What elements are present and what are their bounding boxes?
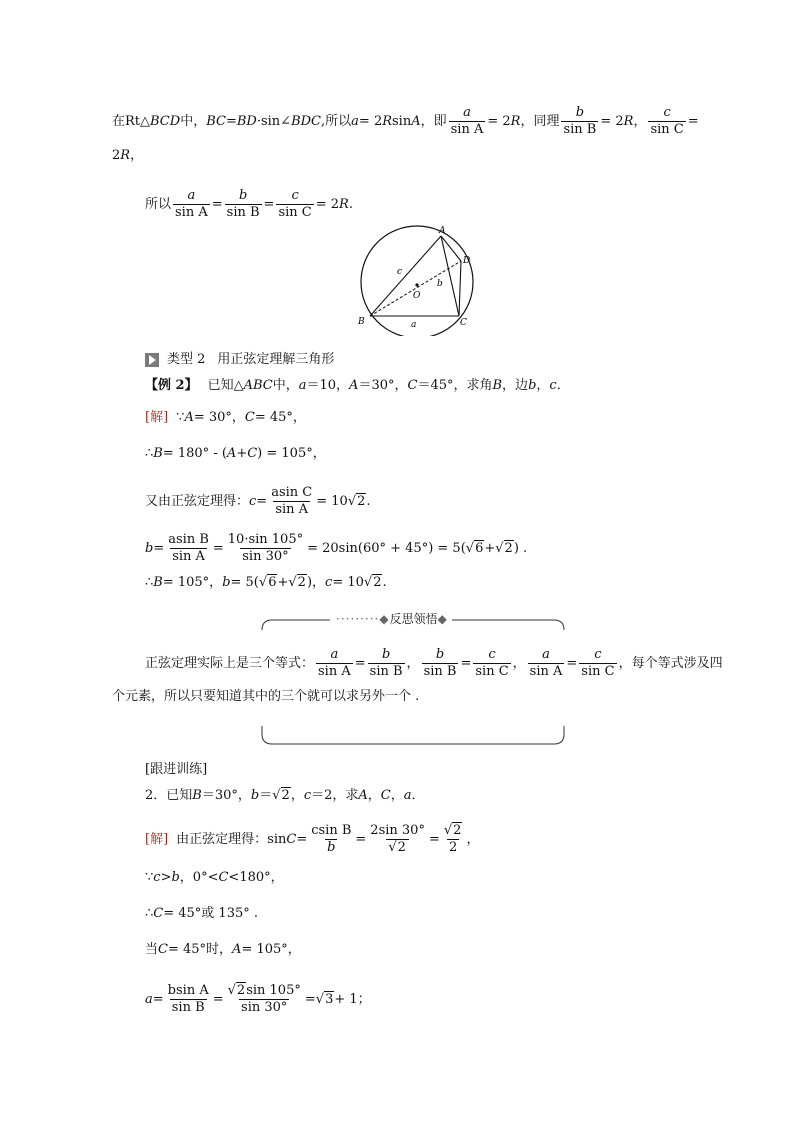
solution2-line-4: 当 C = 45°时， A = 105°， xyxy=(145,942,301,957)
label-b: b xyxy=(437,279,443,289)
fraction: $\frac{c}{\text{sin C}}$ xyxy=(581,647,615,679)
sqrt: √2 xyxy=(495,540,513,556)
sqrt: √2 xyxy=(288,575,306,590)
sqrt: √6 xyxy=(465,540,484,556)
text: = 2 xyxy=(358,113,383,129)
reflection-box-frame xyxy=(260,618,566,746)
text: = 2 xyxy=(487,113,511,129)
text: ，同理 xyxy=(520,113,560,129)
text: ·sin∠ xyxy=(256,113,292,129)
solution2-line-2: ∵ c > b ，0°< C <180°， xyxy=(145,870,284,885)
text: 在Rt△ xyxy=(112,113,151,129)
text: = 2 xyxy=(600,113,624,129)
segment-cd xyxy=(459,261,461,316)
fraction: $\frac{b}{\text{sin B}}$ xyxy=(226,188,260,220)
var: A xyxy=(411,113,421,129)
solution-line-5: ∴ B = 105°， b = 5( √6 + √2 )， c = 10 √2 . xyxy=(145,575,387,590)
fraction: $\frac{c}{\text{sin C}}$ xyxy=(650,105,684,137)
fraction: $\frac{a}{\text{sin A}}$ xyxy=(318,647,351,679)
fraction: $\frac{b}{\text{sin B}}$ xyxy=(423,647,457,679)
solution-line-2: ∴ B = 180° - ( A + C ) = 105°， xyxy=(145,446,326,461)
var: BDC xyxy=(291,113,322,129)
circle-triangle-figure xyxy=(350,218,480,336)
fraction: $\frac{√2\sin 105^\circ}{\sin 30^\circ}$ xyxy=(227,983,301,1015)
text-line-1b: 2 R ， xyxy=(112,148,144,163)
text: ,所以 xyxy=(321,113,352,129)
solution2-line-1: [解] 由正弦定理得：sin C = $\frac{\text{csin B}}{b}$ = $\frac{2\sin 30^\circ}{√2}$ = $\frac{√2}{2}$ ， xyxy=(145,823,480,855)
var: BC xyxy=(206,113,226,129)
segment-bd-dashed xyxy=(370,261,461,316)
fraction: $\frac{10\cdot\sin 105^\circ}{\sin 30^\circ}$ xyxy=(227,532,304,564)
solution2-line-3: ∴ C = 45°或 135° . xyxy=(145,906,259,921)
text: sin xyxy=(392,113,412,129)
fraction: $\frac{b}{\text{sin B}}$ xyxy=(369,647,403,679)
var: BD xyxy=(236,113,257,129)
question-2: 2．已知 B ＝30°， b ＝ √2 ， c ＝2，求 A ， C ， a ． xyxy=(145,788,425,803)
sqrt: √3 xyxy=(315,991,334,1007)
fraction: $\frac{\text{csin B}}{b}$ xyxy=(311,823,352,855)
fraction: $\frac{2\sin 30^\circ}{√2}$ xyxy=(370,823,425,855)
label-C: C xyxy=(460,318,467,328)
play-triangle-icon xyxy=(145,353,159,367)
type-heading: 类型 2 用正弦定理解三角形 xyxy=(145,352,334,368)
text: ，即 xyxy=(420,113,447,129)
follow-up-label: [跟进训练] xyxy=(145,762,208,777)
sqrt: √2 xyxy=(363,575,382,590)
text: 中， xyxy=(180,113,207,129)
reflection-title: ·········◆反思领悟◆ xyxy=(332,611,452,627)
sqrt: √6 xyxy=(258,575,277,590)
var: R xyxy=(510,113,521,129)
solution-line-1: [解] ∵ A = 30°， C = 45°， xyxy=(145,410,306,425)
fraction: $\frac{a}{\text{sin A}}$ xyxy=(175,188,208,220)
label-a: a xyxy=(411,320,417,330)
reflection-line-2: 个元素，所以只要知道其中的三个就可以求另外一个 . xyxy=(112,689,420,704)
label-D: D xyxy=(463,256,471,266)
reflection-line-1: 正弦定理实际上是三个等式： $\frac{a}{\text{sin A}}$ = $\frac{b}{\text{sin B}}$ ， $\frac{b}{\text{sin B}}$ = $\frac{c}{\text{sin C}}$ ， $\frac{a}{\text{sin A}}$ = $\frac{c}{\text{sin C}}$ ，每个等式涉及四 xyxy=(145,647,723,679)
fraction: $\frac{\text{bsin A}}{\text{sin B}}$ xyxy=(167,983,209,1015)
var: R xyxy=(382,113,393,129)
fraction: $\frac{a}{\text{sin A}}$ xyxy=(450,105,484,137)
fraction: $\frac{c}{\text{sin C}}$ xyxy=(278,188,312,220)
solution2-line-5: a = $\frac{\text{bsin A}}{\text{sin B}}$ = $\frac{√2\sin 105^\circ}{\sin 30^\circ}$ = √3 + 1； xyxy=(145,983,371,1015)
label-O: O xyxy=(413,291,421,301)
label-c: c xyxy=(397,267,403,277)
side-ab xyxy=(370,236,441,316)
var: R xyxy=(623,113,634,129)
sqrt: √2 xyxy=(347,493,366,509)
fraction: $\frac{\text{asin B}}{\text{sin A}}$ xyxy=(168,532,209,564)
sqrt: √2 xyxy=(272,788,290,803)
fraction: $\frac{b}{\text{sin B}}$ xyxy=(563,105,597,137)
solution-line-4: b = $\frac{\text{asin B}}{\text{sin A}}$ = $\frac{10\cdot\sin 105^\circ}{\sin 30^\circ}$ = 20sin(60° + 45°) = 5( √6 + √2 ) . xyxy=(145,532,528,564)
label-B: B xyxy=(358,317,365,327)
text-line-1 xyxy=(112,106,699,137)
text: = xyxy=(225,113,237,129)
center-point xyxy=(415,283,418,286)
var: BCD xyxy=(150,113,181,129)
var: a xyxy=(351,113,359,129)
fraction: $\frac{c}{\text{sin C}}$ xyxy=(475,647,509,679)
circumcircle xyxy=(361,226,473,336)
fraction: $\frac{a}{\text{sin A}}$ xyxy=(529,647,563,679)
example-2: 【例 2】 已知△ ABC 中， a ＝10， A ＝30°， C ＝45°，求角 B ，边 b ， c ． xyxy=(145,378,570,393)
text-line-2: 所以 $\frac{a}{\text{sin A}}$ = $\frac{b}{\text{sin B}}$ = $\frac{c}{\text{sin C}}$ = 2 R . xyxy=(145,188,353,220)
label-A: A xyxy=(439,226,446,236)
solution-line-3: 又由正弦定理得： c = $\frac{\text{asin C}}{\text{sin A}}$ = 10 √2 . xyxy=(145,485,371,517)
text: ， xyxy=(633,113,647,129)
text: = xyxy=(687,113,699,129)
fraction: $\frac{\text{asin C}}{\text{sin A}}$ xyxy=(271,485,313,517)
fraction: $\frac{√2}{2}$ xyxy=(443,823,462,855)
